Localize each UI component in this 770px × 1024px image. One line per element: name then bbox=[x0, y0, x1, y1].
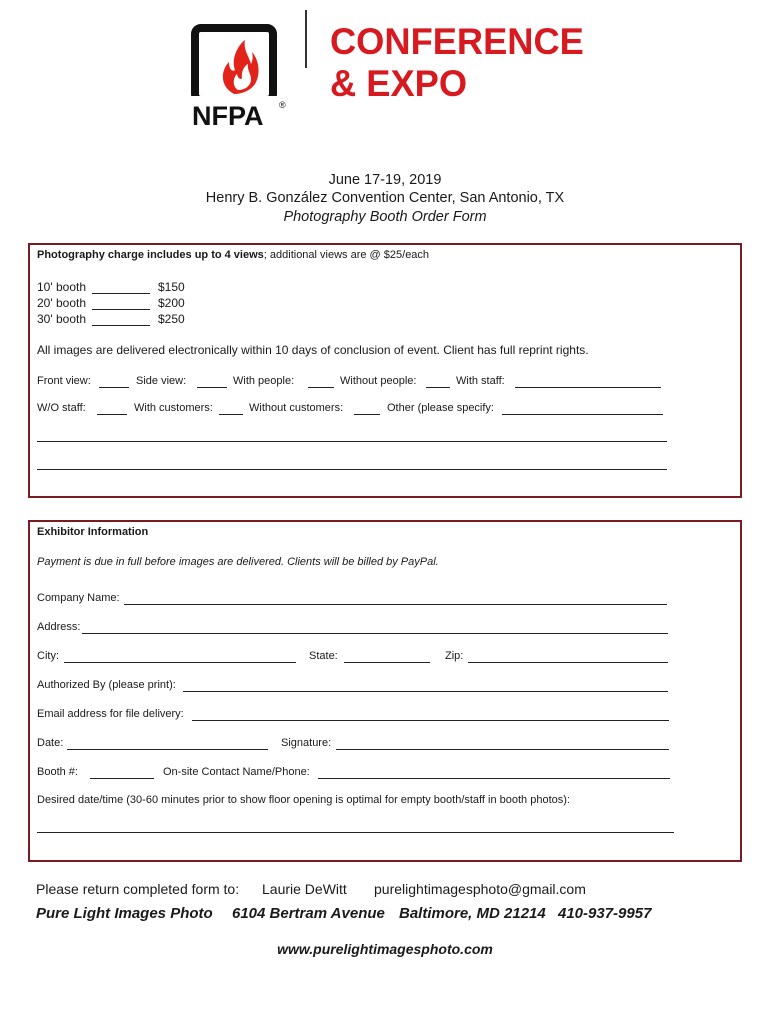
charge-text: Photography charge includes up to 4 views; additional views are @ $25/each bbox=[37, 249, 430, 261]
booth-20-price: $200 bbox=[158, 296, 185, 310]
email-field[interactable] bbox=[192, 720, 669, 721]
header-divider bbox=[305, 10, 307, 68]
city-field[interactable] bbox=[64, 662, 296, 663]
authorized-label: Authorized By (please print): bbox=[37, 679, 176, 691]
date-label: Date: bbox=[37, 737, 64, 749]
zip-label: Zip: bbox=[445, 650, 464, 662]
delivery-note: All images are delivered electronically within 10 days of conclusion of event. Client has full reprint rights. bbox=[37, 343, 589, 357]
booth-30-price: $250 bbox=[158, 312, 185, 326]
zip-field[interactable] bbox=[468, 662, 668, 663]
city-label: City: bbox=[37, 650, 59, 662]
authorized-field[interactable] bbox=[183, 691, 668, 692]
footer-phone: 410-937-9957 bbox=[558, 905, 652, 922]
front-view-label: Front view: bbox=[37, 375, 91, 387]
footer-address: 6104 Bertram Avenue bbox=[232, 905, 385, 922]
booth-10-price: $150 bbox=[158, 280, 185, 294]
address-field[interactable] bbox=[82, 633, 668, 634]
company-field[interactable] bbox=[124, 604, 667, 605]
signature-label: Signature: bbox=[281, 737, 332, 749]
booth-number-field[interactable] bbox=[90, 778, 154, 779]
nfpa-logo bbox=[191, 24, 291, 128]
contact-name: Laurie DeWitt bbox=[262, 881, 347, 897]
onsite-contact-field[interactable] bbox=[318, 778, 670, 779]
without-customers-label: Without customers: bbox=[249, 402, 344, 414]
brand-line-2: & EXPO bbox=[330, 63, 468, 104]
booth-20-field[interactable] bbox=[92, 309, 150, 310]
booth-20-label: 20' booth bbox=[37, 296, 87, 310]
footer-company: Pure Light Images Photo bbox=[36, 905, 213, 922]
booth-30-field[interactable] bbox=[92, 325, 150, 326]
desired-datetime-field[interactable] bbox=[37, 832, 674, 833]
without-people-label: Without people: bbox=[340, 375, 417, 387]
notes-line-2[interactable] bbox=[37, 469, 667, 470]
form-title: Photography Booth Order Form bbox=[283, 209, 487, 225]
event-venue: Henry B. González Convention Center, San Antonio, TX bbox=[205, 190, 565, 206]
with-customers-label: With customers: bbox=[134, 402, 213, 414]
email-label: Email address for file delivery: bbox=[37, 708, 184, 720]
footer-city: Baltimore, MD 21214 bbox=[399, 905, 546, 922]
side-view-field[interactable] bbox=[197, 387, 227, 388]
company-label: Company Name: bbox=[37, 592, 120, 604]
booth-10-label: 10' booth bbox=[37, 280, 87, 294]
exhibitor-title: Exhibitor Information bbox=[37, 526, 149, 538]
brand-line-1: CONFERENCE bbox=[330, 21, 584, 62]
state-field[interactable] bbox=[344, 662, 430, 663]
desired-datetime-label: Desired date/time (30-60 minutes prior to show floor opening is optimal for empty booth/staff in booth photos): bbox=[37, 794, 570, 806]
with-staff-field[interactable] bbox=[515, 387, 661, 388]
state-label: State: bbox=[309, 650, 338, 662]
footer-website[interactable]: www.purelightimagesphoto.com bbox=[277, 941, 493, 957]
exhibitor-section bbox=[28, 520, 742, 862]
booth-30-label: 30' booth bbox=[37, 312, 87, 326]
other-specify-field[interactable] bbox=[502, 414, 663, 415]
side-view-label: Side view: bbox=[136, 375, 187, 387]
with-customers-field[interactable] bbox=[219, 414, 243, 415]
other-specify-label: Other (please specify: bbox=[387, 402, 494, 414]
payment-note: Payment is due in full before images are delivered. Clients will be billed by PayPal. bbox=[37, 556, 439, 568]
nfpa-logo-text: NFPA bbox=[192, 101, 264, 128]
with-people-field[interactable] bbox=[308, 387, 334, 388]
without-customers-field[interactable] bbox=[354, 414, 380, 415]
wo-staff-field[interactable] bbox=[97, 414, 127, 415]
with-staff-label: With staff: bbox=[456, 375, 505, 387]
address-label: Address: bbox=[37, 621, 81, 633]
svg-text:®: ® bbox=[279, 100, 286, 110]
onsite-contact-label: On-site Contact Name/Phone: bbox=[163, 766, 310, 778]
signature-field[interactable] bbox=[336, 749, 669, 750]
with-people-label: With people: bbox=[233, 375, 295, 387]
booth-10-field[interactable] bbox=[92, 293, 150, 294]
event-date: June 17-19, 2019 bbox=[328, 172, 442, 188]
booth-number-label: Booth #: bbox=[37, 766, 78, 778]
photography-section bbox=[28, 243, 742, 498]
notes-line-1[interactable] bbox=[37, 441, 667, 442]
wo-staff-label: W/O staff: bbox=[37, 402, 86, 414]
date-field[interactable] bbox=[67, 749, 268, 750]
without-people-field[interactable] bbox=[426, 387, 450, 388]
contact-email[interactable]: purelightimagesphoto@gmail.com bbox=[374, 881, 586, 897]
return-label: Please return completed form to: bbox=[36, 881, 240, 897]
front-view-field[interactable] bbox=[99, 387, 129, 388]
